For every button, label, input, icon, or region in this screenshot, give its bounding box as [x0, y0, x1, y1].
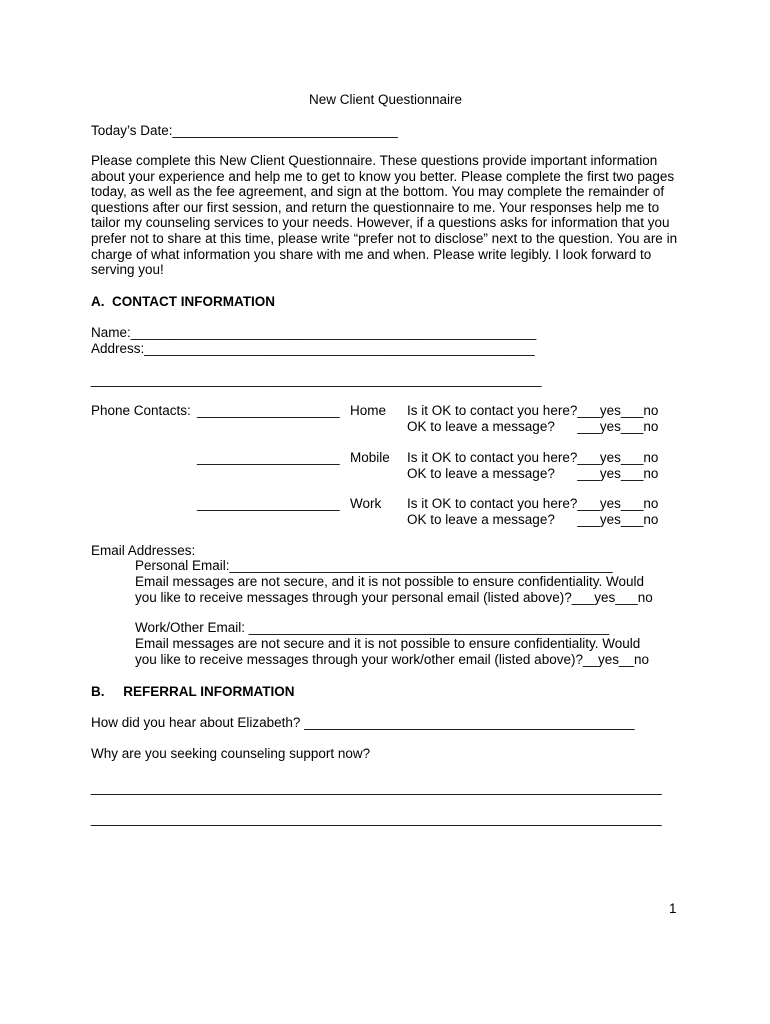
work-contact-ok-question[interactable]: Is it OK to contact you here?___yes___no [407, 496, 659, 511]
name-field[interactable]: Name:______________________________________________________ [91, 325, 537, 340]
mobile-contact-ok-question[interactable]: Is it OK to contact you here?___yes___no [407, 450, 659, 465]
work-email-consent[interactable]: you like to receive messages through your work/other email (listed above)?__yes__no [135, 652, 650, 667]
home-message-ok-question[interactable]: OK to leave a message? ___yes___no [407, 419, 659, 434]
document-title: New Client Questionnaire [308, 92, 463, 107]
work-message-ok-question[interactable]: OK to leave a message? ___yes___no [407, 512, 659, 527]
seeking-answer-line-1[interactable]: ____________________________________________________________________________ [91, 780, 662, 795]
work-phone-field[interactable]: ___________________ [197, 496, 340, 511]
section-a-heading: A. CONTACT INFORMATION [91, 294, 275, 309]
intro-paragraph: Please complete this New Client Questionnaire. These questions provide important information about your experience and help me to get to know you better. Please complete the first two pages today, as well as the fee agreement, and sign at the bottom. You may complete the remainder of questions after our first session, and return the questionnaire to me. Your responses help me to tailor my counseling services to your needs. However, if a questions asks for information that you prefer not to share at this time, please write “prefer not to disclose” next to the question. You are in charge of what information you share with me and when. Please write legibly. I look forward to serving you! [91, 153, 678, 278]
home-contact-ok-question[interactable]: Is it OK to contact you here?___yes___no [407, 403, 659, 418]
section-b-heading: B. REFERRAL INFORMATION [91, 684, 295, 699]
mobile-phone-field[interactable]: ___________________ [197, 450, 340, 465]
seeking-support-question: Why are you seeking counseling support now? [91, 746, 371, 761]
home-phone-label: Home [350, 403, 387, 418]
page-number: 1 [669, 901, 677, 916]
mobile-phone-label: Mobile [350, 450, 390, 465]
address-field[interactable]: Address:____________________________________________________ [91, 341, 535, 356]
home-phone-field[interactable]: ___________________ [197, 403, 340, 418]
todays-date-field[interactable]: Today’s Date:______________________________ [91, 123, 398, 138]
mobile-message-ok-question[interactable]: OK to leave a message? ___yes___no [407, 466, 659, 481]
work-phone-label: Work [350, 496, 382, 511]
phone-contacts-label: Phone Contacts: [91, 403, 191, 418]
work-email-field[interactable]: Work/Other Email: ________________________________________________ [135, 620, 610, 635]
work-email-note: Email messages are not secure and it is not possible to ensure confidentiality. Would [135, 636, 641, 651]
email-addresses-label: Email Addresses: [91, 543, 196, 558]
questionnaire-page [91, 0, 691, 1024]
personal-email-consent[interactable]: you like to receive messages through your personal email (listed above)?___yes___no [135, 590, 653, 605]
seeking-answer-line-2[interactable]: ____________________________________________________________________________ [91, 811, 662, 826]
address-line2-field[interactable]: ____________________________________________________________ [91, 372, 542, 387]
personal-email-note: Email messages are not secure, and it is not possible to ensure confidentiality. Would [135, 574, 645, 589]
personal-email-field[interactable]: Personal Email:___________________________________________________ [135, 558, 613, 573]
hear-about-field[interactable]: How did you hear about Elizabeth? ____________________________________________ [91, 715, 635, 730]
